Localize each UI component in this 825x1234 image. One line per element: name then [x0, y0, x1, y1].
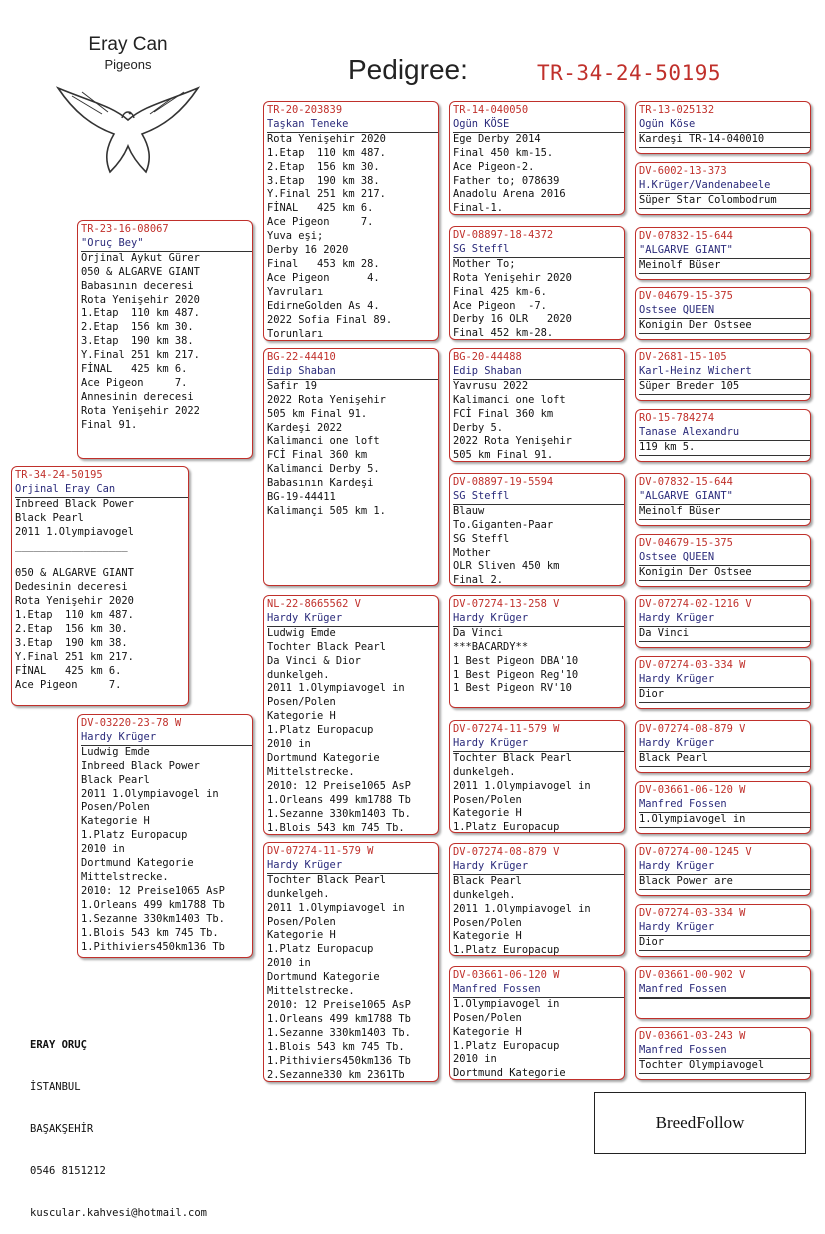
ring-number: DV-03661-06-120 W [639, 784, 746, 796]
owner-name: Ostsee QUEEN [639, 551, 810, 566]
pedigree-card-great-grandparent[interactable] [449, 843, 625, 956]
pedigree-card-ancestor[interactable] [635, 101, 811, 154]
owner-name: Orjinal Eray Can [15, 483, 188, 498]
card-notes: Ludwig Emde Inbreed Black Power Black Pearl 2011 1.Olympiavogel in Posen/Polen Kategorie H 1.Platz Europacup 2010 in Dortmund Kategorie Mittelstrecke. 2010: 12 Preise1065 AsP 1.Orleans 499 km1788 Tb 1.Sezanne 330km1403 Tb. 1.Blois 543 km 745 Tb. 1.Pithiviers450km136 Tb [81, 745, 225, 953]
breeder-email[interactable]: kuscular.kahvesi@hotmail.com [30, 1207, 208, 1219]
owner-name: Manfred Fossen [639, 1044, 810, 1059]
pedigree-card-ancestor[interactable] [635, 1027, 811, 1080]
pedigree-card-ancestor[interactable] [635, 409, 811, 462]
owner-name: SG Steffl [453, 243, 624, 258]
pedigree-card-great-grandparent[interactable] [449, 348, 625, 462]
owner-name: Hardy Krüger [639, 612, 810, 627]
card-notes: Rota Yenişehir 2020 1.Etap 110 km 487. 2.Etap 156 km 30. 3.Etap 190 km 38. Y.Final 251 km 217. FİNAL 425 km 6. Ace Pigeon 7. Yuva eşi; Derby 16 2020 Final 453 km 28. Ace Pigeon 4. Yavruları EdirneGolden As 4. 2022 Sofia Final 89. Torunları [267, 132, 393, 340]
pedigree-card-sire[interactable] [77, 220, 253, 459]
owner-name: "ALGARVE GIANT" [639, 490, 810, 505]
owner-name: Manfred Fossen [639, 798, 810, 813]
owner-name: Ostsee QUEEN [639, 304, 810, 319]
pedigree-card-ancestor[interactable] [635, 843, 811, 896]
card-notes: Dior [639, 936, 810, 951]
pedigree-card-great-grandparent[interactable] [449, 226, 625, 340]
pedigree-card-grandparent[interactable] [263, 595, 439, 835]
owner-name: Edip Shaban [267, 365, 438, 380]
contact-block [30, 1010, 207, 1234]
card-notes: Konigin Der Ostsee [639, 319, 810, 334]
owner-name: Manfred Fossen [639, 983, 810, 998]
card-notes: 119 km 5. [639, 441, 810, 456]
ring-number: DV-07274-03-334 W [639, 907, 746, 919]
ring-number: DV-03661-03-243 W [639, 1030, 746, 1042]
ring-number: DV-07274-11-579 W [453, 723, 560, 735]
card-notes: Tochter Black Pearl dunkelgeh. 2011 1.Olympiavogel in Posen/Polen Kategorie H 1.Platz Europacup [453, 751, 591, 833]
ring-number: BG-22-44410 [267, 351, 336, 363]
breeder-city: İSTANBUL [30, 1081, 81, 1093]
ring-number: DV-03661-06-120 W [453, 969, 560, 981]
ring-number: DV-07274-13-258 V [453, 598, 560, 610]
pedigree-card-ancestor[interactable] [635, 904, 811, 957]
card-notes [639, 998, 810, 999]
owner-name: Hardy Krüger [267, 612, 438, 627]
card-notes: Süper Breder 105 [639, 380, 810, 395]
owner-name: Ogün KÖSE [453, 118, 624, 133]
ring-number: DV-07274-08-879 V [639, 723, 746, 735]
ring-number: TR-34-24-50195 [15, 469, 103, 481]
pedigree-card-ancestor[interactable] [635, 348, 811, 401]
ring-number: TR-13-025132 [639, 104, 715, 116]
ring-number: TR-23-16-08067 [81, 223, 169, 235]
ring-number: DV-04679-15-375 [639, 290, 733, 302]
owner-name: Hardy Krüger [453, 612, 624, 627]
ring-number: DV-2681-15-105 [639, 351, 727, 363]
ring-number: DV-07274-00-1245 V [639, 846, 752, 858]
logo-title: Eray Can [88, 34, 168, 55]
card-notes: Black Power are [639, 875, 810, 890]
owner-name: Hardy Krüger [81, 731, 252, 746]
ring-number: DV-07274-08-879 V [453, 846, 560, 858]
card-notes: Da Vinci ***BACARDY** 1 Best Pigeon DBA'10 1 Best Pigeon Reg'10 1 Best Pigeon RV'10 [453, 626, 579, 695]
card-notes: Orjinal Aykut Gürer 050 & ALGARVE GIANT Babasının deceresi Rota Yenişehir 2020 1.Etap 110 km 487. 2.Etap 156 km 30. 3.Etap 190 km 38. Y.Final 251 km 217. FİNAL 425 km 6. Ace Pigeon 7. Annesinin derecesi Rota Yenişehir 2022 Final 91. [81, 251, 200, 431]
card-notes: Yavrusu 2022 Kalimanci one loft FCİ Final 360 km Derby 5. 2022 Rota Yenişehir 505 km Final 91. [453, 379, 572, 462]
owner-name: Hardy Krüger [639, 673, 810, 688]
owner-name: Hardy Krüger [453, 737, 624, 752]
owner-name: Hardy Krüger [639, 860, 810, 875]
card-notes: 1.Olympiavogel in Posen/Polen Kategorie H 1.Platz Europacup 2010 in Dortmund Kategorie [453, 997, 566, 1080]
ring-number: TR-14-040050 [453, 104, 529, 116]
pedigree-card-ancestor[interactable] [635, 656, 811, 709]
card-notes: Da Vinci [639, 627, 810, 642]
owner-name: "Oruç Bey" [81, 237, 252, 252]
pedigree-card-grandparent[interactable] [263, 101, 439, 341]
card-notes: Meinolf Büser [639, 505, 810, 520]
ring-number: DV-07832-15-644 [639, 230, 733, 242]
ring-number: NL-22-8665562 V [267, 598, 361, 610]
ring-number: DV-07832-15-644 [639, 476, 733, 488]
owner-name: "ALGARVE GIANT" [639, 244, 810, 259]
breeder-phone: 0546 8151212 [30, 1165, 106, 1177]
pedigree-ring-number: TR-34-24-50195 [537, 61, 722, 85]
owner-name: Ogün Köse [639, 118, 810, 133]
pedigree-card-dam[interactable] [77, 714, 253, 958]
pedigree-card-great-grandparent[interactable] [449, 595, 625, 708]
owner-name: Manfred Fossen [453, 983, 624, 998]
owner-name: Hardy Krüger [453, 860, 624, 875]
ring-number: BG-20-44488 [453, 351, 522, 363]
pedigree-card-grandparent[interactable] [263, 842, 439, 1082]
card-notes: 1.Olympiavogel in [639, 813, 810, 828]
ring-number: RO-15-784274 [639, 412, 715, 424]
card-notes: Dior [639, 688, 810, 703]
card-notes: Kardeşi TR-14-040010 [639, 133, 810, 148]
pedigree-card-ancestor[interactable] [635, 227, 811, 280]
breeder-district: BAŞAKŞEHİR [30, 1123, 94, 1135]
ring-number: DV-07274-11-579 W [267, 845, 374, 857]
pedigree-card-great-grandparent[interactable] [449, 720, 625, 833]
card-notes: Tochter Olympiavogel [639, 1059, 810, 1074]
card-notes: Safir 19 2022 Rota Yenişehir 505 km Final 91. Kardeşi 2022 Kalimanci one loft FCİ Final 360 km Kalimanci Derby 5. Babasının Kardeşi BG-19-44411 Kalimançi 505 km 1. [267, 379, 386, 517]
pedigree-card-ancestor[interactable] [635, 966, 811, 1019]
ring-number: DV-07274-03-334 W [639, 659, 746, 671]
logo-subtitle: Pigeons [104, 57, 152, 72]
owner-name: Edip Shaban [453, 365, 624, 380]
owner-name: Karl-Heinz Wichert [639, 365, 810, 380]
ring-number: DV-03661-00-902 V [639, 969, 746, 981]
ring-number: DV-03220-23-78 W [81, 717, 182, 729]
card-notes: Tochter Black Pearl dunkelgeh. 2011 1.Olympiavogel in Posen/Polen Kategorie H 1.Platz Europacup 2010 in Dortmund Kategorie Mittelstrecke. 2010: 12 Preise1065 AsP 1.Orleans 499 km1788 Tb 1.Sezanne 330km1403 Tb. 1.Blois 543 km 745 Tb. 1.Pithiviers450km136 Tb 2.Sezanne330 km 2361Tb [267, 873, 411, 1081]
card-notes: Blauw To.Giganten-Paar SG Steffl Mother OLR Sliven 450 km Final 2. [453, 504, 560, 586]
owner-name: Hardy Krüger [639, 737, 810, 752]
card-notes: Meinolf Büser [639, 259, 810, 274]
card-notes: Black Pearl [639, 752, 810, 767]
card-notes: Ege Derby 2014 Final 450 km-15. Ace Pigeon-2. Father to; 078639 Anadolu Arena 2016 Final-1. [453, 132, 566, 215]
card-notes: Konigin Der Ostsee [639, 566, 810, 581]
ring-number: TR-20-203839 [267, 104, 343, 116]
card-notes: Süper Star Colombodrum [639, 194, 810, 209]
pedigree-card-grandparent[interactable] [263, 348, 439, 586]
owner-name: Hardy Krüger [639, 921, 810, 936]
pedigree-card-subject[interactable] [11, 466, 189, 706]
owner-name: Taşkan Teneke [267, 118, 438, 133]
pedigree-card-ancestor[interactable] [635, 162, 811, 215]
owner-name: Tanase Alexandru [639, 426, 810, 441]
page-title: Pedigree: [348, 54, 468, 85]
pedigree-card-ancestor[interactable] [635, 473, 811, 526]
card-notes: Ludwig Emde Tochter Black Pearl Da Vinci & Dior dunkelgeh. 2011 1.Olympiavogel in Posen/Polen Kategorie H 1.Platz Europacup 2010 in Dortmund Kategorie Mittelstrecke. 2010: 12 Preise1065 AsP 1.Orleans 499 km1788 Tb 1.Sezanne 330km1403 Tb. 1.Blois 543 km 745 Tb. [267, 626, 411, 834]
brand-box[interactable]: BreedFollow [594, 1092, 806, 1154]
card-notes: Black Pearl dunkelgeh. 2011 1.Olympiavogel in Posen/Polen Kategorie H 1.Platz Europacup [453, 874, 591, 956]
ring-number: DV-08897-19-5594 [453, 476, 554, 488]
ring-number: DV-07274-02-1216 V [639, 598, 752, 610]
card-notes: Mother To; Rota Yenişehir 2020 Final 425 km-6. Ace Pigeon -7. Derby 16 OLR 2020 Final 452 km-28. [453, 257, 572, 340]
ring-number: DV-08897-18-4372 [453, 229, 554, 241]
dove-icon [52, 68, 204, 178]
pedigree-card-great-grandparent[interactable] [449, 966, 625, 1080]
pedigree-card-ancestor[interactable] [635, 534, 811, 587]
pedigree-card-ancestor[interactable] [635, 720, 811, 773]
owner-name: H.Krüger/Vandenabeele [639, 179, 810, 194]
pedigree-card-great-grandparent[interactable] [449, 473, 625, 586]
breeder-name: ERAY ORUÇ [30, 1039, 87, 1051]
owner-name: SG Steffl [453, 490, 624, 505]
logo [52, 28, 204, 178]
pedigree-card-great-grandparent[interactable] [449, 101, 625, 215]
card-notes: Inbreed Black Power Black Pearl 2011 1.Olympiavogel __________________ 050 & ALGARVE GIANT Dedesinin deceresi Rota Yenişehir 2020 1.Etap 110 km 487. 2.Etap 156 km 30. 3.Etap 190 km 38. Y.Final 251 km 217. FİNAL 425 km 6. Ace Pigeon 7. [15, 497, 134, 691]
pedigree-card-ancestor[interactable] [635, 595, 811, 648]
pedigree-card-ancestor[interactable] [635, 287, 811, 340]
ring-number: DV-04679-15-375 [639, 537, 733, 549]
owner-name: Hardy Krüger [267, 859, 438, 874]
pedigree-card-ancestor[interactable] [635, 781, 811, 834]
ring-number: DV-6002-13-373 [639, 165, 727, 177]
